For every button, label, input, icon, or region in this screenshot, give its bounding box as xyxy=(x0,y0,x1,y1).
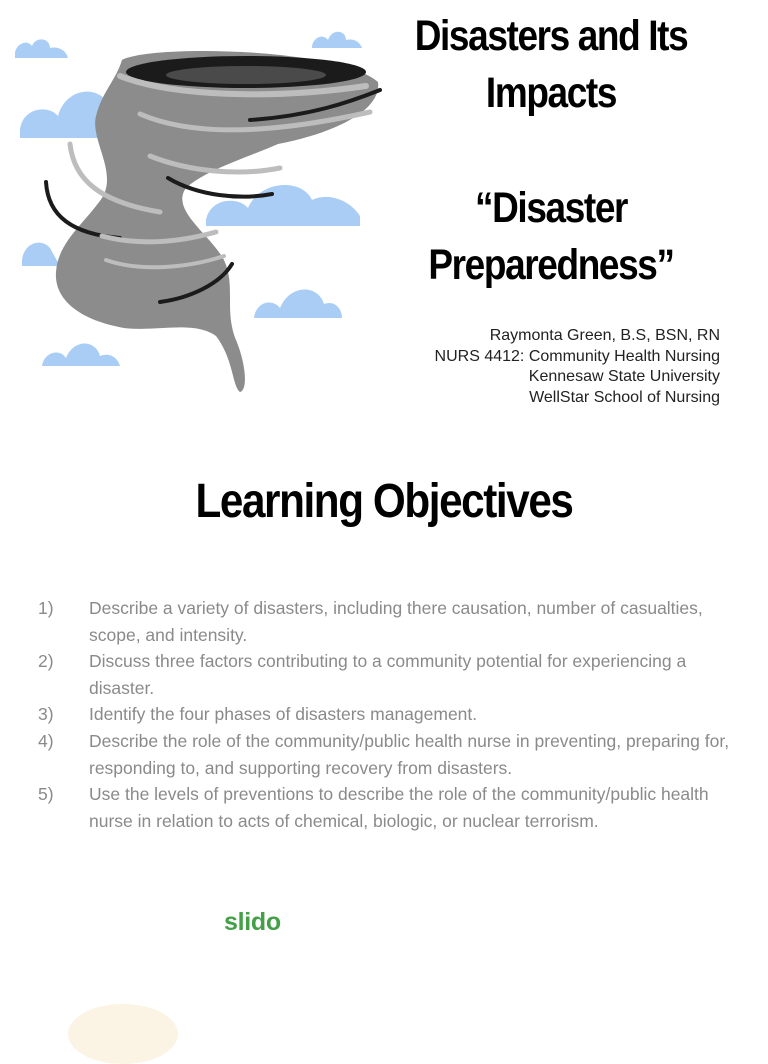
objective-number: 5) xyxy=(38,784,54,805)
list-item xyxy=(38,701,738,728)
course-name: NURS 4412: Community Health Nursing xyxy=(434,347,720,365)
slide-subtitle-line-1: “Disaster xyxy=(474,184,628,232)
list-item xyxy=(38,595,738,648)
cloud-icon xyxy=(254,289,342,318)
objective-number: 4) xyxy=(38,730,54,751)
school-name: WellStar School of Nursing xyxy=(529,388,720,406)
cloud-icon xyxy=(15,39,68,58)
cloud-icon xyxy=(312,32,362,48)
objective-text: Describe the role of the community/public health nurse in preventing, preparing for, responding to, and supporting recovery from disasters. xyxy=(89,730,730,778)
list-item xyxy=(38,648,738,701)
university-name: Kennesaw State University xyxy=(528,368,720,385)
learning-objectives-heading: Learning Objectives xyxy=(195,475,573,528)
author-info xyxy=(435,326,720,408)
objectives-list xyxy=(38,595,738,834)
cloud-icon xyxy=(42,344,120,367)
slide-subtitle-line-2: Preparedness” xyxy=(428,241,674,289)
slide-title-line-2: Impacts xyxy=(485,69,617,117)
author-name: Raymonta Green, B.S, BSN, RN xyxy=(489,327,720,344)
list-item xyxy=(38,728,738,781)
slide-title-block xyxy=(370,8,732,294)
objective-text: Identify the four phases of disasters management. xyxy=(89,704,478,725)
slido-logo[interactable]: slido xyxy=(224,908,281,936)
cloud-icon xyxy=(22,243,60,266)
objective-number: 2) xyxy=(38,651,54,672)
decorative-shape xyxy=(68,1004,178,1064)
slide-title-line-1: Disasters and Its xyxy=(414,12,688,60)
objective-number: 1) xyxy=(38,598,54,618)
tornado-illustration xyxy=(10,20,390,405)
objective-text: Describe a variety of disasters, including there causation, number of casualties, scope, and intensity. xyxy=(89,598,703,645)
objective-number: 3) xyxy=(38,704,54,725)
objective-text: Discuss three factors contributing to a community potential for experiencing a disaster. xyxy=(89,651,687,698)
objective-text: Use the levels of preventions to describe the role of the community/public health nurse in relation to acts of chemical, biologic, or nuclear terrorism. xyxy=(89,784,709,831)
cloud-icon xyxy=(206,185,360,226)
list-item xyxy=(38,781,738,834)
